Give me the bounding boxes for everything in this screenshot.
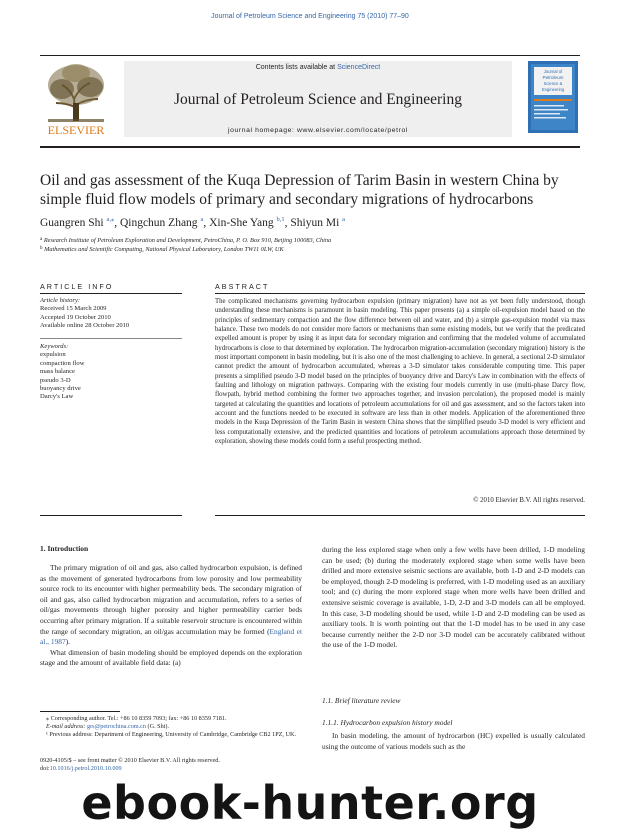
affiliation-text: Research Institute of Petroleum Exploration and Development, PetroChina, P. O. Box 910, Beijing 100083, China	[43, 237, 332, 244]
watermark-text: ebook-hunter.org	[81, 776, 539, 830]
body-column-right-2	[322, 731, 585, 752]
article-info-divider	[40, 338, 182, 339]
right-paragraph-2: In basin modeling, the amount of hydrocarbon (HC) expelled is usually calculated using the outcome of various models such as the	[322, 731, 585, 751]
footnote-email	[40, 723, 302, 731]
abstract-heading: ABSTRACT	[215, 282, 270, 291]
affiliation-marker: b	[40, 246, 43, 251]
intro-paragraph-1-end: ).	[65, 637, 70, 647]
article-info-bottom-rule	[40, 515, 182, 516]
doi-line	[40, 765, 302, 773]
paper-title: Oil and gas assessment of the Kuqa Depression of Tarim Basin in western China by simple fluid flow models of primary and secondary migrations of hydrocarbons	[40, 172, 559, 208]
history-received: Received 15 March 2009	[40, 305, 107, 313]
affiliation-b	[40, 246, 585, 253]
keyword: buoyancy drive	[40, 385, 81, 393]
body-column-right	[322, 545, 585, 651]
affiliation-a	[40, 237, 585, 244]
homepage-prefix: journal homepage:	[228, 127, 298, 134]
issn-block	[40, 757, 302, 773]
author-name: Shiyun Mi	[290, 217, 340, 229]
header-rule	[40, 146, 580, 148]
issn-line: 0920-4105/$ – see front matter © 2010 Elsevier B.V. All rights reserved.	[40, 757, 220, 764]
top-rule	[40, 55, 580, 56]
journal-cover-icon[interactable]	[528, 61, 578, 133]
homepage-link[interactable]: www.elsevier.com/locate/petrol	[297, 127, 408, 134]
subsubsection-heading: 1.1.1. Hydrocarbon expulsion history model	[322, 718, 453, 727]
article-history	[40, 297, 182, 331]
footnotes	[40, 715, 302, 740]
right-paragraph-1: during the less explored stage when only a few wells have been drilled, 1-D modeling can be used; (b) during the moderately explored stage when some wells have been drilled and more extensive seismic sections are available, both 1-D and 2-D models can be employed, though 2-D modeling is preferred, with 1-D modeling used as an auxiliary tool; and (c) during the more explored stage when more wells have been drilled and extensive seismic coverage is available, 1-D, 2-D and 3-D models can all be employed. In this case, 3-D modeling should be used, while 1-D and 2-D modeling can be used as auxiliary tools. It is worth pointing out that the 1-D model has to be used in any case because currently neither the 2-D nor 3-D model can be accurately calibrated without the use of the 1-D model.	[322, 545, 585, 650]
keyword: Darcy's Law	[40, 393, 74, 401]
author-name: Qingchun Zhang	[119, 217, 198, 229]
footnote-corresponding: ⁎ Corresponding author. Tel.: +86 10 8359 7093; fax: +86 10 8359 7181.	[46, 715, 227, 722]
keyword: expulsion	[40, 351, 66, 359]
affiliation-text: Mathematics and Scientific Computing, National Physical Laboratory, London TW11 0LW, UK	[44, 246, 284, 253]
copyright: © 2010 Elsevier B.V. All rights reserved.	[473, 497, 585, 504]
journal-header	[40, 57, 580, 141]
article-info-rule	[40, 293, 182, 294]
abstract-rule	[215, 293, 585, 294]
author-list: Guangren Shi $^{a,⁎}$, Qingchun Zhang $^a$, Xin-She Yang $^{b,1}$, Shiyun Mi $^a$	[40, 216, 346, 229]
email-link[interactable]: grs@petrochina.com.cn	[87, 723, 146, 731]
intro-paragraph-1	[40, 563, 302, 648]
keywords	[40, 343, 182, 402]
email-label: E-mail address:	[46, 723, 88, 731]
keyword: mass balance	[40, 368, 75, 376]
keywords-label: Keywords:	[40, 343, 69, 350]
doi-link[interactable]: 10.1016/j.petrol.2010.10.009	[49, 765, 122, 773]
homepage-line	[124, 127, 512, 134]
cover-line-3: Science &	[543, 81, 563, 86]
history-accepted: Accepted 19 October 2010	[40, 313, 111, 321]
abstract-bottom-rule	[215, 515, 585, 516]
history-online: Available online 28 October 2010	[40, 322, 130, 330]
keyword: compaction flow	[40, 359, 85, 367]
introduction-heading: 1. Introduction	[40, 544, 89, 553]
footnote-previous-address: ¹ Previous address: Department of Engineering, University of Cambridge, Cambridge CB2 1PZ, UK.	[46, 731, 296, 739]
history-label: Article history:	[40, 297, 81, 304]
intro-paragraph-2: What dimension of basin modeling should be employed depends on the exploration stage and the amount of available field data: (a)	[40, 647, 302, 668]
keyword: pseudo 3-D	[40, 376, 71, 384]
email-suffix: (G. Shi).	[146, 723, 170, 731]
citation-link[interactable]: England et al., 1987	[40, 626, 303, 647]
footnote-rule	[40, 711, 120, 712]
journal-reference[interactable]: Journal of Petroleum Science and Engineering 75 (2010) 77–90	[211, 13, 409, 20]
abstract-text: The complicated mechanisms governing hydrocarbon expulsion (primary migration) have not as yet been fully understood, though understanding these mechanisms is paramount in basin modeling. This paper presents (a) a simple oil-expulsion model based on the principles of sedimentary compaction and the flow difference between oil and water, and (b) a simple gas-expulsion model via mass balance. These two models do not consider more factors or mechanisms than some existing models, but we verify that the predicated expelled amount is proper by using it as input data for secondary migration and confirming that the modeled volume of accumulated hydrocarbons is close to that determined by exploration. The hydrocarbon migration-accumulation (secondary migration) history is the most important component in basin modeling, but it is also one of the most challenging to achieve. In general, a sectional 2-D simulator cannot predict the amount of hydrocarbon accumulated, whereas a 3-D simulator takes considerable computing time. This paper presents a simplified pseudo 3-D model based on the principles of buoyancy drive and Darcy's Law in combination with the effects of faulting and lithology on migration pathways. Comparing with the existing four models currently in use (multi-phase Darcy flow, flowpath, hybrid method combining the former two approaches together, and invasion percolation), the proposed model is mainly targeted at calculating the quantities and locations of petroleum accumulations for oil and gas assessment, and so the factors taken into account and the functions needed to be executed in software are less than in other models. Application of the aforementioned three models in the Kuqa Depression of the Tarim Basin in western China shows that the simplified pseudo 3-D model is very efficient and less computationally extensive, and the predicted quantities and locations of petroleum accumulations approach those determined by exploration, showing these models could form a useful prospecting method.	[215, 298, 585, 446]
author-name: Guangren Shi	[40, 217, 104, 229]
doi-prefix: doi:	[40, 765, 50, 773]
author-affiliation-link[interactable]: b,1	[276, 216, 285, 223]
article-info-heading: ARTICLE INFO	[40, 282, 114, 291]
cover-line-4: Engineering	[541, 87, 565, 92]
contents-line	[124, 64, 512, 71]
author-affiliation-link[interactable]: a,⁎	[106, 216, 115, 223]
author-name: Xin-She Yang	[209, 217, 274, 229]
cover-line-2: Petroleum	[542, 75, 564, 80]
body-column-left	[40, 563, 302, 669]
masthead	[124, 61, 512, 137]
intro-paragraph-1-text: The primary migration of oil and gas, also called hydrocarbon expulsion, is defined as the movement of generated hydrocarbons from low porosity and low permeability source rock to its encounter with higher permeability beds. The secondary migration of oil and gas, also called hydrocarbon migration and accumulation, refers to a series of oil/gas movements through higher porosity and higher permeability carrier beds occurring after primary migration. If a suitable reservoir structure is encountered within the range of secondary migration, an oil/gas accumulation may be formed (	[40, 563, 302, 636]
contents-prefix: Contents lists available at	[255, 64, 338, 71]
subsection-heading: 1.1. Brief literature review	[322, 696, 401, 705]
journal-title: Journal of Petroleum Science and Engineering	[174, 91, 462, 108]
author-affiliation-link[interactable]: a	[342, 216, 346, 223]
cover-line-1: Journal of	[543, 69, 563, 74]
sciencedirect-link[interactable]: ScienceDirect	[337, 64, 381, 71]
affiliation-marker: a	[40, 237, 43, 242]
author-affiliation-link[interactable]: a	[200, 216, 204, 223]
elsevier-wordmark: ELSEVIER	[47, 123, 105, 137]
elsevier-logo-icon[interactable]	[40, 59, 112, 137]
